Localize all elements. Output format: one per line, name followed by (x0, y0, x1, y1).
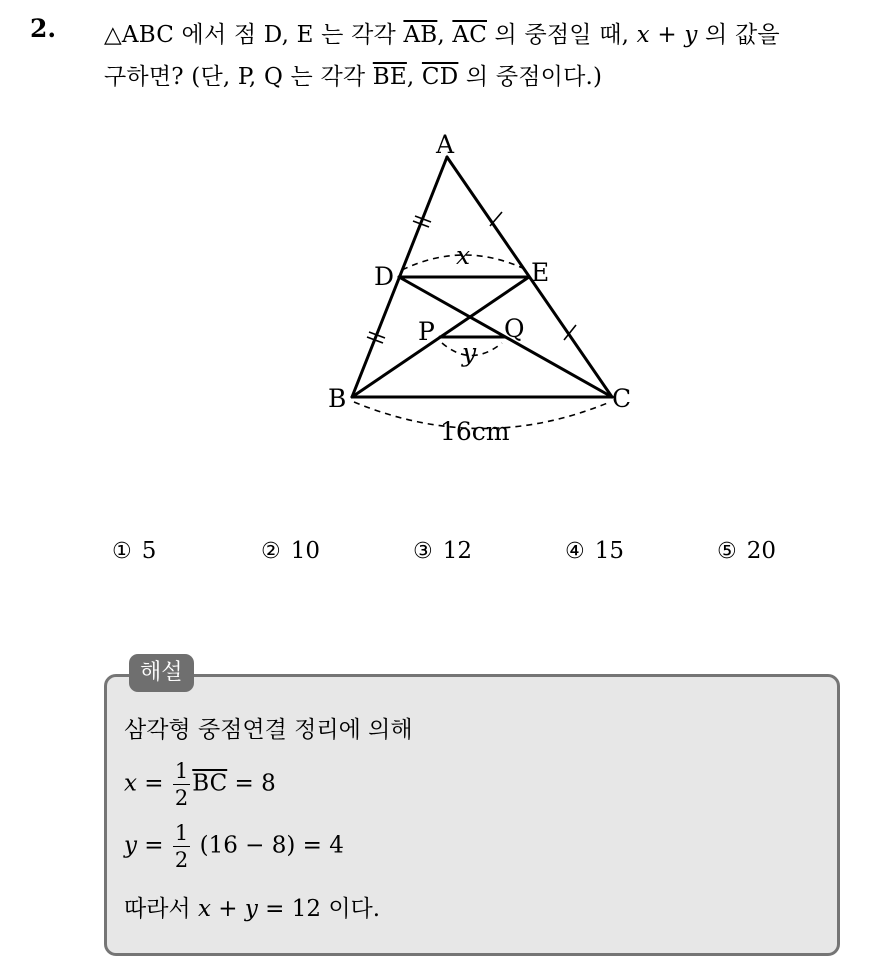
question-text: △ABC 에서 점 D, E 는 각각 (104, 22, 404, 48)
denominator: 2 (174, 848, 189, 872)
solution-line-3 (124, 820, 344, 873)
label-q: Q (504, 314, 525, 343)
label-y: y (462, 338, 477, 367)
denominator: 2 (174, 786, 189, 810)
solution-line-2 (124, 758, 276, 811)
segment-cd: $\overline{CD}$ (421, 64, 459, 90)
solution-line-1: 삼각형 중점연결 정리에 의해 (124, 717, 413, 743)
var-y: y (244, 896, 258, 922)
label-p: P (418, 317, 435, 346)
choice-5-mark: ⑤ (717, 539, 737, 564)
choice-1[interactable] (112, 538, 156, 564)
label-b: B (328, 384, 347, 413)
segment-ac: $\overline{AC}$ (452, 22, 487, 48)
question-text: 의 중점이다.) (458, 64, 603, 90)
solution-text: = 12 이다. (257, 896, 381, 922)
choice-4-value: 15 (594, 538, 625, 564)
result: = 8 (227, 770, 276, 797)
var-y: y (684, 22, 698, 48)
choice-3[interactable] (413, 538, 472, 564)
choice-2-mark: ② (261, 539, 281, 564)
choice-4-mark: ④ (565, 539, 585, 564)
question-text: , (437, 22, 453, 48)
equals-sign: = (137, 832, 171, 859)
segment-be: $\overline{BE}$ (372, 64, 407, 90)
choice-5[interactable] (717, 538, 776, 564)
choice-3-value: 12 (442, 538, 473, 564)
question-text: 의 값을 (697, 22, 780, 48)
solution-line-4 (124, 890, 380, 923)
label-a: A (436, 130, 455, 159)
fraction-half (173, 820, 190, 873)
segment-ab: $\overline{AB}$ (403, 22, 438, 48)
question-text: 구하면? (단, P, Q 는 각각 (104, 64, 373, 90)
choice-2[interactable] (261, 538, 320, 564)
fraction-half (173, 758, 190, 811)
numerator: 1 (174, 759, 189, 783)
plus-sign: + (210, 896, 245, 922)
numerator: 1 (174, 821, 189, 845)
equals-sign: = (136, 770, 171, 797)
solution-tag: 해설 (129, 654, 194, 692)
choice-1-mark: ① (112, 539, 132, 564)
question-number: 2. (30, 14, 57, 43)
label-e: E (531, 258, 550, 287)
choice-5-value: 20 (746, 538, 777, 564)
choice-4[interactable] (565, 538, 624, 564)
label-base-length: 16cm (440, 417, 510, 446)
var-x: x (197, 896, 211, 922)
label-c: C (612, 384, 632, 413)
segment-bc: $\overline{BC}$ (192, 770, 228, 797)
label-d: D (374, 262, 395, 291)
result: (16 − 8) = 4 (192, 832, 344, 859)
choice-3-mark: ③ (413, 539, 433, 564)
var-y: y (124, 832, 137, 859)
plus-sign: + (649, 22, 685, 48)
question-text: 의 중점일 때, (487, 22, 637, 48)
question-text: , (406, 64, 422, 90)
choice-1-value: 5 (141, 538, 157, 564)
label-x: x (456, 241, 471, 270)
choice-2-value: 10 (290, 538, 321, 564)
var-x: x (124, 770, 137, 797)
solution-text: 따라서 (124, 896, 198, 922)
var-x: x (636, 22, 650, 48)
